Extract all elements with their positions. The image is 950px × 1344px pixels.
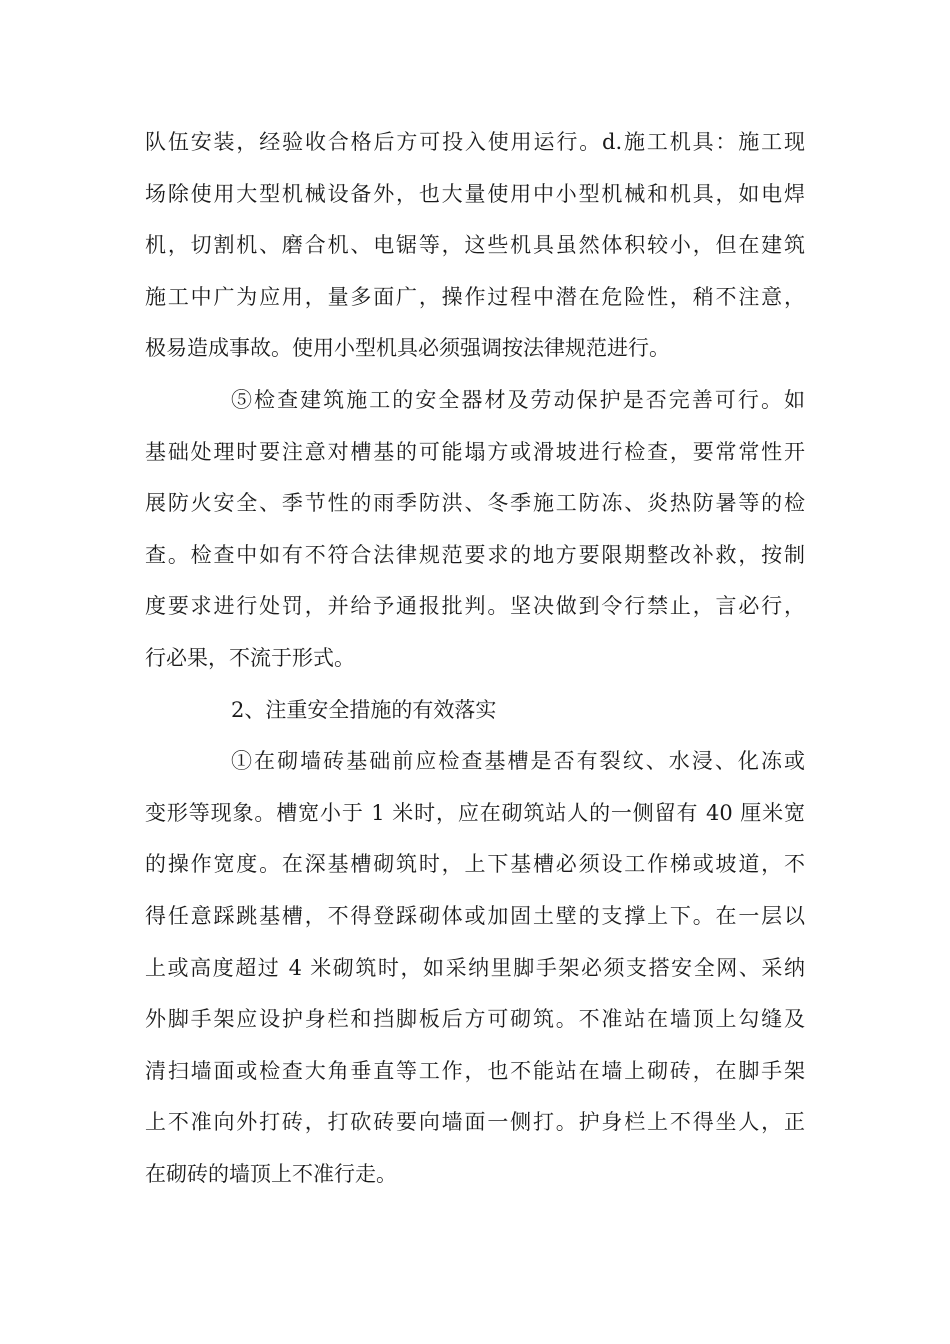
- paragraph-machinery: [145, 117, 805, 375]
- paragraph-masonry-safety: [145, 736, 805, 1200]
- text-line: 变形等现象。槽宽小于 1 米时，应在砌筑站人的一侧留有 40 厘米宽: [145, 800, 805, 825]
- text-line: 外脚手架应设护身栏和挡脚板后方可砌筑。不准站在墙顶上勾缝及: [145, 1007, 805, 1032]
- text-line: 场除使用大型机械设备外，也大量使用中小型机械和机具，如电焊: [145, 181, 805, 206]
- text-line: 极易造成事故。使用小型机具必须强调按法律规范进行。: [145, 336, 670, 361]
- text-line: 得任意踩跳基槽，不得登踩砌体或加固土壁的支撑上下。在一层以: [145, 903, 805, 928]
- text-line: 上不准向外打砖，打砍砖要向墙面一侧打。护身栏上不得坐人，正: [145, 1110, 805, 1135]
- text-line: 查。检查中如有不符合法律规范要求的地方要限期整改补救，按制: [145, 542, 805, 567]
- paragraph-safety-equipment: [145, 375, 805, 685]
- text-line: 机，切割机、磨合机、电锯等，这些机具虽然体积较小，但在建筑: [145, 233, 805, 258]
- section-heading: [145, 685, 805, 737]
- text-line: 队伍安装，经验收合格后方可投入使用运行。d.施工机具：施工现: [145, 130, 805, 154]
- text-line: 清扫墙面或检查大角垂直等工作，也不能站在墙上砌砖，在脚手架: [145, 1058, 805, 1083]
- text-line: 基础处理时要注意对槽基的可能塌方或滑坡进行检查，要常常性开: [145, 439, 805, 464]
- text-line: 的操作宽度。在深基槽砌筑时，上下基槽必须设工作梯或坡道，不: [145, 852, 805, 877]
- text-line: 行必果，不流于形式。: [145, 645, 355, 670]
- heading-text: 2、注重安全措施的有效落实: [231, 697, 497, 722]
- text-line: 施工中广为应用，量多面广，操作过程中潜在危险性，稍不注意，: [145, 284, 805, 309]
- text-line: 度要求进行处罚，并给予通报批判。坚决做到令行禁止，言必行，: [145, 594, 805, 619]
- text-line: ⑤检查建筑施工的安全器材及劳动保护是否完善可行。如: [231, 387, 805, 412]
- document-body: [145, 117, 805, 1200]
- text-line: 展防火安全、季节性的雨季防洪、冬季施工防冻、炎热防暑等的检: [145, 491, 805, 516]
- text-line: ①在砌墙砖基础前应检查基槽是否有裂纹、水浸、化冻或: [231, 749, 805, 774]
- text-line: 在砌砖的墙顶上不准行走。: [145, 1161, 397, 1186]
- text-line: 上或高度超过 4 米砌筑时，如采纳里脚手架必须支搭安全网、采纳: [145, 955, 805, 980]
